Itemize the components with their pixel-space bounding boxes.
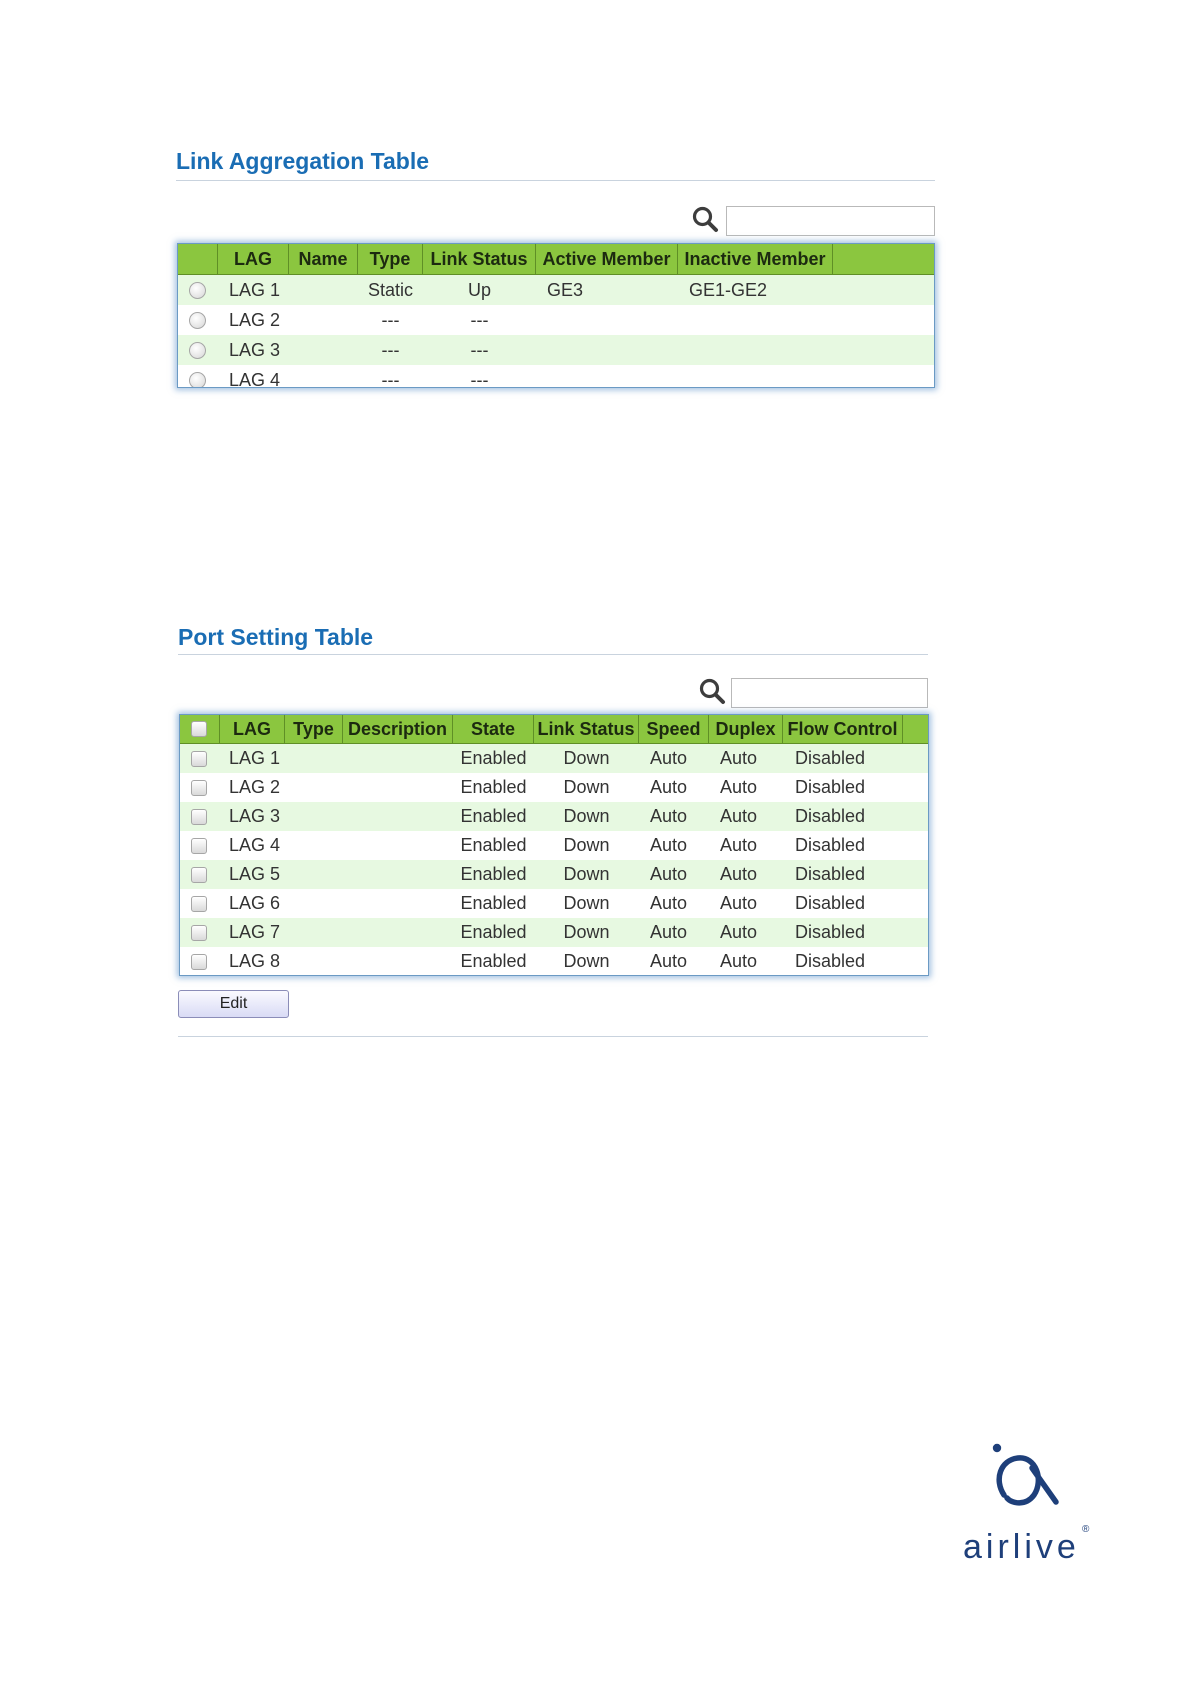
lag-table-divider — [176, 180, 935, 181]
speed-cell: Auto — [650, 864, 688, 884]
flow-control-cell: Disabled — [795, 835, 866, 855]
speed-cell: Auto — [650, 893, 688, 913]
port-header-duplex[interactable]: Duplex — [709, 715, 783, 743]
duplex-cell: Auto — [720, 864, 758, 884]
state-cell: Enabled — [460, 922, 527, 942]
row-radio[interactable] — [189, 282, 206, 299]
link-status-cell: --- — [470, 339, 489, 360]
speed-cell: Auto — [650, 951, 688, 971]
row-checkbox[interactable] — [191, 751, 207, 767]
port-table-header — [180, 715, 928, 744]
state-cell: Enabled — [460, 835, 527, 855]
row-checkbox[interactable] — [191, 838, 207, 854]
port-table — [179, 714, 929, 976]
state-cell: Enabled — [460, 893, 527, 913]
lag-cell: LAG 1 — [229, 748, 281, 768]
row-checkbox[interactable] — [191, 925, 207, 941]
duplex-cell: Auto — [720, 835, 758, 855]
table-row[interactable] — [178, 365, 934, 388]
lag-header-type[interactable]: Type — [358, 244, 423, 274]
port-table-divider — [178, 654, 928, 655]
lag-cell: LAG 2 — [229, 309, 281, 330]
row-checkbox[interactable] — [191, 780, 207, 796]
port-header-link-status[interactable]: Link Status — [534, 715, 639, 743]
link-status-cell: Down — [563, 748, 610, 768]
flow-control-cell: Disabled — [795, 777, 866, 797]
edit-button[interactable]: Edit — [178, 990, 289, 1018]
duplex-cell: Auto — [720, 748, 758, 768]
lag-header-inactive-member[interactable]: Inactive Member — [678, 244, 833, 274]
duplex-cell: Auto — [720, 777, 758, 797]
lag-cell: LAG 6 — [229, 893, 281, 913]
type-cell: --- — [381, 309, 400, 330]
row-checkbox[interactable] — [191, 896, 207, 912]
state-cell: Enabled — [460, 748, 527, 768]
lag-cell: LAG 2 — [229, 777, 281, 797]
row-checkbox[interactable] — [191, 867, 207, 883]
port-header-flow-control[interactable]: Flow Control — [783, 715, 903, 743]
search-icon[interactable] — [691, 205, 719, 233]
row-radio[interactable] — [189, 372, 206, 388]
duplex-cell: Auto — [720, 922, 758, 942]
link-status-cell: Down — [563, 864, 610, 884]
lag-cell: LAG 3 — [229, 806, 281, 826]
table-row[interactable] — [178, 305, 934, 335]
link-status-cell: --- — [470, 369, 489, 388]
select-all-checkbox[interactable] — [191, 721, 207, 737]
inactive-member-cell: GE1-GE2 — [689, 279, 768, 300]
state-cell: Enabled — [460, 777, 527, 797]
lag-cell: LAG 1 — [229, 279, 281, 300]
port-header-type[interactable]: Type — [285, 715, 343, 743]
state-cell: Enabled — [460, 806, 527, 826]
row-checkbox[interactable] — [191, 954, 207, 970]
svg-text:airlive: airlive — [963, 1528, 1080, 1565]
link-status-cell: Down — [563, 777, 610, 797]
lag-table-title: Link Aggregation Table — [176, 148, 430, 174]
link-status-cell: Down — [563, 835, 610, 855]
link-status-cell: Down — [563, 806, 610, 826]
airlive-logo-icon — [960, 1440, 1095, 1565]
lag-cell: LAG 8 — [229, 951, 281, 971]
port-header-description[interactable]: Description — [343, 715, 453, 743]
duplex-cell: Auto — [720, 806, 758, 826]
lag-cell: LAG 3 — [229, 339, 281, 360]
lag-header-name[interactable]: Name — [289, 244, 358, 274]
lag-header-link-status[interactable]: Link Status — [423, 244, 536, 274]
table-row[interactable] — [180, 744, 928, 773]
lag-search-input[interactable] — [726, 206, 935, 236]
link-status-cell: Up — [467, 279, 491, 300]
lag-table — [177, 243, 935, 388]
flow-control-cell: Disabled — [795, 951, 866, 971]
svg-text:®: ® — [1082, 1524, 1090, 1535]
type-cell: Static — [367, 279, 414, 300]
table-row[interactable] — [180, 773, 928, 802]
search-icon[interactable] — [698, 677, 726, 705]
table-row[interactable] — [180, 860, 928, 889]
row-checkbox[interactable] — [191, 809, 207, 825]
lag-cell: LAG 7 — [229, 922, 281, 942]
link-status-cell: Down — [563, 893, 610, 913]
state-cell: Enabled — [460, 864, 527, 884]
port-search-input[interactable] — [731, 678, 928, 708]
table-row[interactable] — [178, 275, 934, 305]
table-row[interactable] — [180, 802, 928, 831]
table-row[interactable] — [178, 335, 934, 365]
port-header-speed[interactable]: Speed — [639, 715, 709, 743]
duplex-cell: Auto — [720, 951, 758, 971]
table-row[interactable] — [180, 889, 928, 918]
speed-cell: Auto — [650, 777, 688, 797]
row-radio[interactable] — [189, 312, 206, 329]
speed-cell: Auto — [650, 806, 688, 826]
lag-table-header — [178, 244, 934, 275]
row-radio[interactable] — [189, 342, 206, 359]
port-table-title: Port Setting Table — [178, 624, 374, 650]
table-row[interactable] — [180, 831, 928, 860]
link-status-cell: Down — [563, 951, 610, 971]
table-row[interactable] — [180, 947, 928, 976]
state-cell: Enabled — [460, 951, 527, 971]
lag-header-select — [178, 244, 218, 274]
flow-control-cell: Disabled — [795, 806, 866, 826]
link-status-cell: Down — [563, 922, 610, 942]
lag-cell: LAG 5 — [229, 864, 281, 884]
bottom-divider — [178, 1036, 928, 1037]
type-cell: --- — [381, 369, 400, 388]
flow-control-cell: Disabled — [795, 922, 866, 942]
port-header-select[interactable] — [180, 715, 220, 743]
duplex-cell: Auto — [720, 893, 758, 913]
table-row[interactable] — [180, 918, 928, 947]
flow-control-cell: Disabled — [795, 864, 866, 884]
lag-header-lag[interactable]: LAG — [218, 244, 289, 274]
active-member-cell: GE3 — [547, 279, 584, 300]
speed-cell: Auto — [650, 922, 688, 942]
speed-cell: Auto — [650, 748, 688, 768]
lag-header-active-member[interactable]: Active Member — [536, 244, 678, 274]
link-status-cell: --- — [470, 309, 489, 330]
port-header-state[interactable]: State — [453, 715, 534, 743]
speed-cell: Auto — [650, 835, 688, 855]
flow-control-cell: Disabled — [795, 893, 866, 913]
port-header-lag[interactable]: LAG — [220, 715, 285, 743]
flow-control-cell: Disabled — [795, 748, 866, 768]
lag-cell: LAG 4 — [229, 835, 281, 855]
lag-cell: LAG 4 — [229, 369, 281, 388]
type-cell: --- — [381, 339, 400, 360]
